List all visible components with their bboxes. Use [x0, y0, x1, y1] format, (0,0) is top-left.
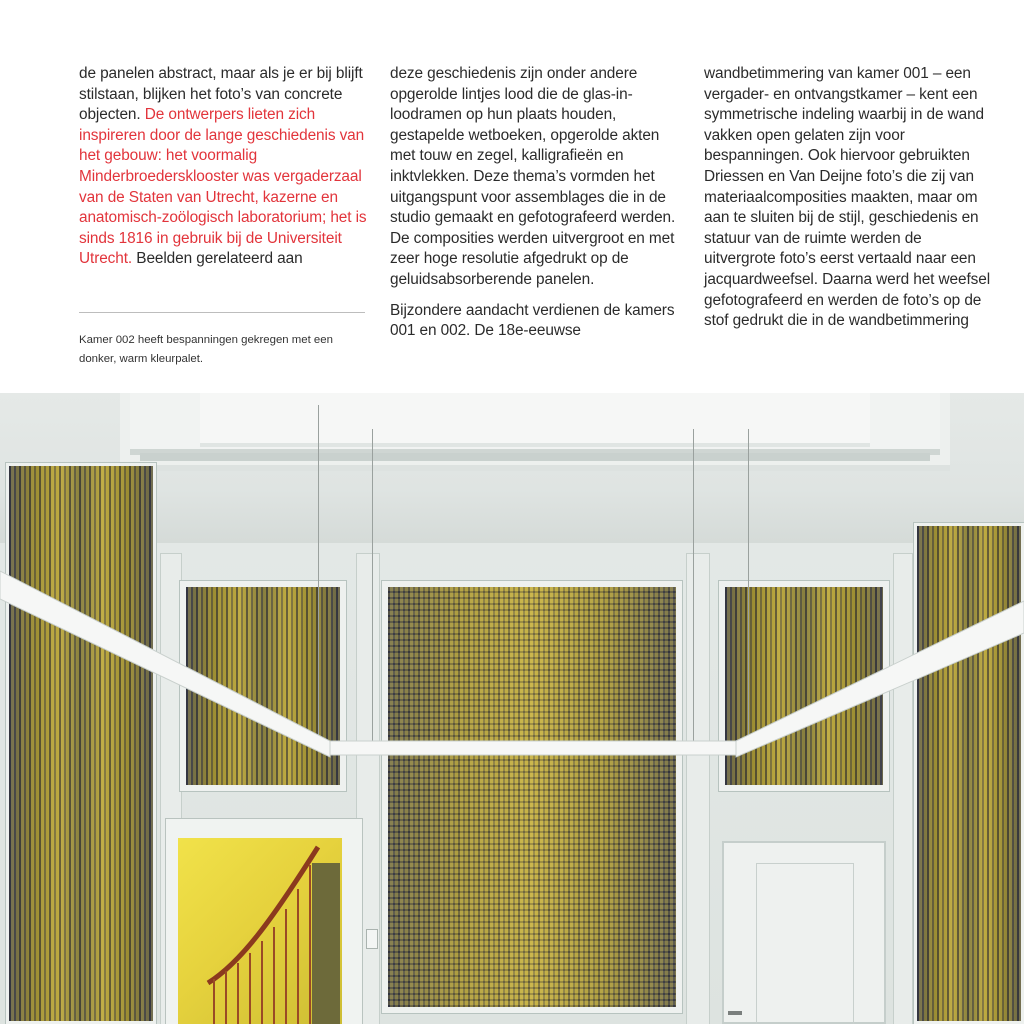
- column-2-paragraph-2: Bijzondere aandacht verdienen de kamers 001 en 002. De 18e-eeuwse: [390, 301, 675, 340]
- column-1-tail-text: Beelden gerelateerd aan: [136, 250, 303, 268]
- column-1-highlight-text: De ontwerpers lieten zich inspireren door de lange geschiedenis van het gebouw: het voormalig Minderbroedersklooster was vergaderzaal van de Staten van Utrecht, kazerne en anatomisch-zoölogisch laboratorium; het is sinds 1816 in gebruik bij de Universiteit Utrecht.: [79, 106, 367, 268]
- article-column-1: [79, 64, 371, 270]
- caption-divider: [79, 312, 365, 313]
- column-2-paragraph-1: deze geschiedenis zijn onder andere opgerolde lintjes lood die de glas-in-loodramen op hun plaats houden, gestapelde wetboeken, opgerolde akten met touw en zegel, kalligrafieën en inktvlekken. Deze thema’s vormden het uitgangspunt voor assemblages die in de studio gemaakt en gefotografeerd werden. De composities werden uitvergroot en met zeer hoge resolutie afgedrukt op de geluidsabsorberende panelen.: [390, 65, 676, 288]
- column-1-lead-text: de panelen abstract, maar als je er bij blijft stilstaan, blijken het foto’s van concrete objecten.: [79, 65, 363, 124]
- article-column-2: [390, 64, 682, 342]
- suspended-light-beam: [0, 393, 1024, 1024]
- column-3-paragraph-1: wandbetimmering van kamer 001 – een vergader- en ontvangstkamer – kent een symmetrische indeling waarbij in de wand vakken open gelaten zijn voor bespanningen. Ook hiervoor gebruikten Driessen en Van Deijne foto’s die zij van materiaalcomposities maakten, maar om aan te sluiten bij de stijl, geschiedenis en statuur van de ruimte werden de uitvergrote foto’s eerst vertaald naar een jacquardweefsel. Daarna werd het weefsel gefotografeerd en werden de foto’s op de stof gedrukt die in de wandbetimmering: [704, 65, 991, 330]
- room-photo: [0, 393, 1024, 1024]
- photo-caption: Kamer 002 heeft bespanningen gekregen met een donker, warm kleurpalet.: [79, 334, 333, 365]
- article-column-3: [704, 64, 996, 332]
- column-1-paragraph: [79, 64, 371, 270]
